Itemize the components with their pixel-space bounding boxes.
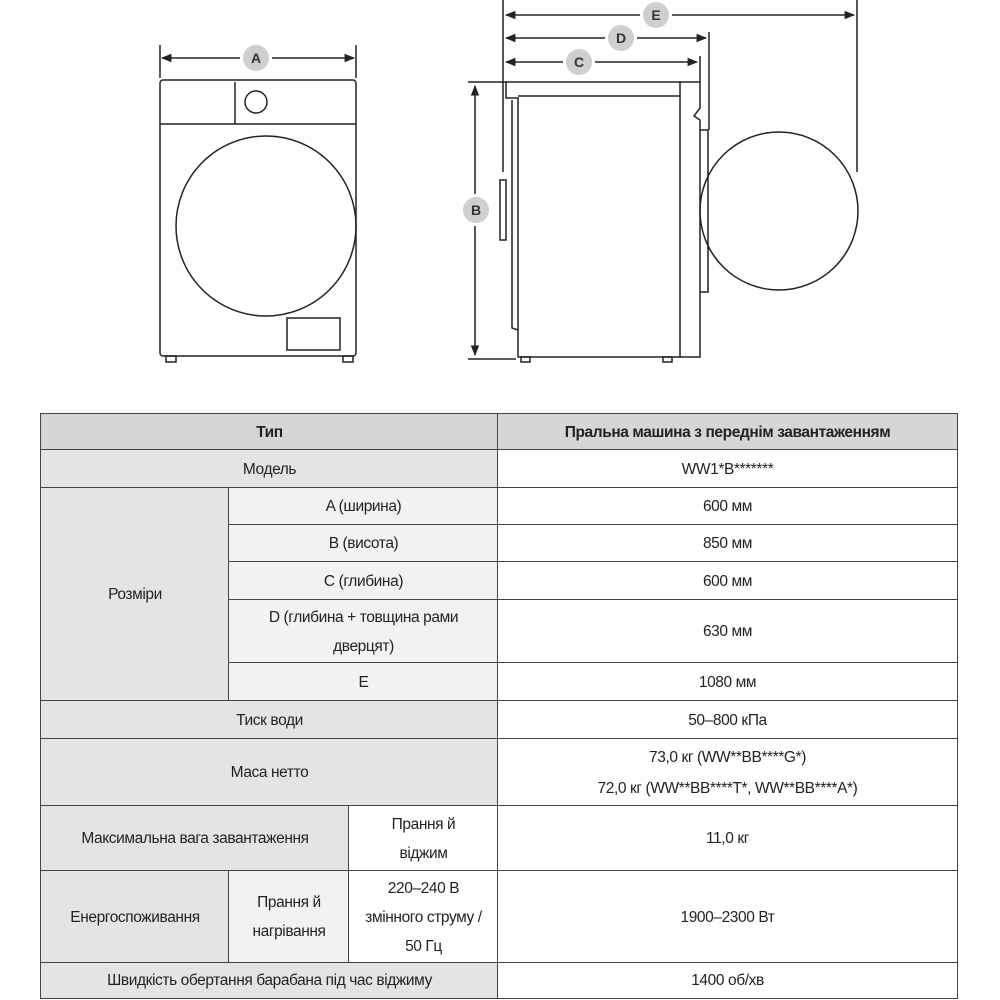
spin-speed-value: 1400 об/хв	[497, 962, 958, 999]
badge-a	[240, 45, 272, 71]
svg-text:A: A	[250, 50, 262, 66]
svg-text:D: D	[615, 30, 627, 46]
water-pressure-value: 50–800 кПа	[497, 700, 958, 740]
dimension-d-value: 630 мм	[497, 599, 958, 664]
dimension-c-label: C (глибина)	[228, 561, 499, 601]
water-pressure-label: Тиск води	[40, 700, 499, 740]
badge-b	[463, 194, 489, 226]
net-weight-label: Маса нетто	[40, 738, 499, 807]
dimension-e-label: E	[228, 662, 499, 702]
header-type-label: Тип	[40, 413, 499, 451]
svg-text:C: C	[573, 54, 585, 70]
dimension-diagram	[0, 0, 1000, 400]
net-weight-value-1: 73,0 кг (WW**BB****G*)	[649, 748, 806, 766]
max-load-mode: Прання й віджим	[348, 805, 499, 872]
front-view	[160, 45, 356, 362]
net-weight-value	[497, 738, 958, 807]
dimension-d-label: D (глибина + товщина рами дверцят)	[228, 599, 499, 664]
svg-text:B: B	[470, 202, 482, 218]
power-label: Енергоспоживання	[40, 870, 230, 964]
max-load-label: Максимальна вага завантаження	[40, 805, 350, 872]
spin-speed-label: Швидкість обертання барабана під час віджиму	[40, 962, 499, 999]
dimension-c-value: 600 мм	[497, 561, 958, 601]
model-label: Модель	[40, 449, 499, 489]
side-view	[468, 0, 858, 362]
power-supply: 220–240 В змінного струму / 50 Гц	[348, 870, 499, 964]
svg-text:E: E	[651, 7, 661, 23]
badge-e	[640, 2, 672, 28]
dimension-a-value: 600 мм	[497, 487, 958, 526]
dimensions-label: Розміри	[40, 487, 230, 702]
dimension-a-label: A (ширина)	[228, 487, 499, 526]
dimension-b-label: B (висота)	[228, 524, 499, 563]
power-mode: Прання й нагрівання	[228, 870, 350, 964]
badge-c	[563, 49, 595, 75]
header-type-value: Пральна машина з переднім завантаженням	[497, 413, 958, 451]
max-load-value: 11,0 кг	[497, 805, 958, 872]
dimension-b-value: 850 мм	[497, 524, 958, 563]
dimension-e-value: 1080 мм	[497, 662, 958, 702]
net-weight-value-2: 72,0 кг (WW**BB****T*, WW**BB****A*)	[597, 779, 858, 797]
power-value: 1900–2300 Вт	[497, 870, 958, 964]
badge-d	[605, 25, 637, 51]
model-value: WW1*B*******	[497, 449, 958, 489]
